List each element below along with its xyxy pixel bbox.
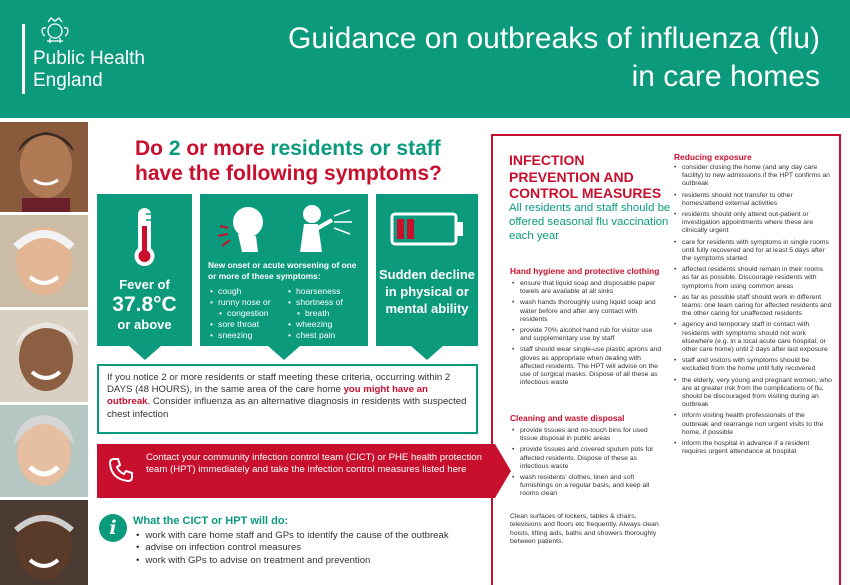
cict-title: What the CICT or HPT will do: xyxy=(133,515,289,527)
cict-list xyxy=(136,530,449,567)
resident-photo-5 xyxy=(0,500,88,585)
fever-threshold: Fever of 37.8°C or above xyxy=(112,277,177,332)
list-item: • wheezing xyxy=(288,319,343,330)
list-item: • chest pain xyxy=(288,330,343,341)
phone-icon xyxy=(107,456,135,484)
decline-card xyxy=(376,194,478,346)
list-item: • work with care home staff and GPs to identify the cause of the outbreak xyxy=(136,530,449,542)
list-item: • work with GPs to advise on treatment and prevention xyxy=(136,555,449,567)
symptom-list-right xyxy=(288,286,343,341)
symptom-list-left xyxy=(210,286,271,341)
resident-photo-3 xyxy=(0,310,88,402)
fever-card xyxy=(97,194,192,346)
list-item: • wash hands thoroughly using liquid soap and water before and after any contact with residents xyxy=(510,299,662,324)
list-item: • congestion xyxy=(210,308,271,319)
resident-photo-4 xyxy=(0,405,88,497)
decline-text: Sudden decline in physical or mental ability xyxy=(378,267,476,316)
org-name: Public Health England xyxy=(33,48,145,91)
page-title: Guidance on outbreaks of influenza (flu) in care homes xyxy=(288,22,820,93)
resident-photo-2 xyxy=(0,215,88,307)
cleaning-note: Clean surfaces of lockers, tables & chairs, televisions and floors etc frequently. Always clean hoists, lifting aids, baths and showers thoroughly between patients. xyxy=(510,513,659,546)
org-divider xyxy=(22,24,25,94)
list-item: • sore throat xyxy=(210,319,271,330)
list-item: • provide tissues and no-touch bins for used tissue disposal in public areas xyxy=(510,427,662,443)
reducing-exposure-list xyxy=(672,164,832,460)
low-battery-icon xyxy=(376,194,478,254)
list-item: • provide 70% alcohol hand rub for visitor use and supplementary use by staff xyxy=(510,327,662,343)
contact-text: Contact your community infection control team (CICT) or PHE health protection team (HPT) immediately and take the infection control measures listed here xyxy=(146,452,482,476)
list-item: • the elderly, very young and pregnant women, who are at greater risk from the complications of flu, should be discouraged from visiting during an outbreak xyxy=(672,377,832,410)
ipc-title: INFECTION PREVENTION AND CONTROL MEASURES xyxy=(509,152,662,201)
list-item: • shortness of xyxy=(288,297,343,308)
list-item: • wash residents' clothes, linen and soft furnishings on a regular basis, and keep all rooms clean xyxy=(510,474,662,499)
outbreak-notice: If you notice 2 or more residents or staff meeting these criteria, occurring within 2 DAYS (48 HOURS), in the same area of the care home you might have an outbreak. Consider influenza as an alternative diagnosis in residents with suspected chest infection xyxy=(97,364,478,434)
list-item: • residents should only attend out-patient or investigation appointments where these are clinically urgent xyxy=(672,211,832,236)
contact-banner xyxy=(97,444,495,498)
list-item: • inform visiting health professionals of the outbreak and rearrange non urgent visits to the home, if possible xyxy=(672,412,832,437)
list-item: • sneezing xyxy=(210,330,271,341)
list-item: • breath xyxy=(288,308,343,319)
symptom-heading: New onset or acute worsening of one or more of these symptoms: xyxy=(208,260,357,281)
header-banner xyxy=(0,0,850,118)
list-item: • care for residents with symptoms in single rooms until fully recovered and for at least 5 days after the symptoms started xyxy=(672,239,832,264)
list-item: • staff and visitors with symptoms should be excluded from the home until fully recovered xyxy=(672,357,832,373)
hand-hygiene-heading: Hand hygiene and protective clothing xyxy=(510,266,660,276)
symptom-question: Do 2 or more residents or staff have the following symptoms? xyxy=(135,137,442,185)
reducing-exposure-heading: Reducing exposure xyxy=(674,152,752,162)
list-item: • ensure that liquid soap and disposable paper towels are available at all sinks xyxy=(510,280,662,296)
cleaning-heading: Cleaning and waste disposal xyxy=(510,413,625,423)
info-icon: i xyxy=(99,514,127,542)
list-item: • provide tissues and covered sputum pots for affected residents. Dispose of these as infectious waste xyxy=(510,446,662,471)
list-item: • runny nose or xyxy=(210,297,271,308)
list-item: • residents should not transfer to other homes/attend external activities xyxy=(672,192,832,208)
respiratory-symptoms-card xyxy=(200,194,368,346)
resident-photo-1 xyxy=(0,122,88,212)
list-item: • agency and temporary staff in contact with residents with symptoms should not work elsewhere (e.g. in a local acute care hospital, or other care home) until 2 days after last exposure xyxy=(672,321,832,354)
cleaning-list xyxy=(510,427,662,502)
list-item: • consider closing the home (and any day care facility) to new admissions if the HPT confirms an outbreak xyxy=(672,164,832,189)
list-item: • advise on infection control measures xyxy=(136,542,449,554)
coughing-person-icon xyxy=(200,194,368,258)
list-item: • as far as possible staff should work in different teams: one team caring for affected residents and the other caring for unaffected residents xyxy=(672,294,832,319)
list-item: • hoarseness xyxy=(288,286,343,297)
list-item: • inform the hospital in advance if a resident requires urgent attendance at hospital xyxy=(672,440,832,456)
royal-crest-icon xyxy=(38,14,72,46)
list-item: • cough xyxy=(210,286,271,297)
ipc-subtitle: All residents and staff should be offered seasonal flu vaccination each year xyxy=(509,202,671,243)
hand-hygiene-list xyxy=(510,280,662,390)
list-item: • affected residents should remain in their rooms as far as possible. Discourage residents with symptoms from using common areas xyxy=(672,266,832,291)
photo-strip xyxy=(0,118,88,585)
thermometer-icon xyxy=(97,194,192,274)
list-item: • staff should wear single-use plastic aprons and gloves as appropriate when dealing with affected residents. The HPT will advise on the use of surgical masks. Dispose of all these as infectious waste xyxy=(510,346,662,387)
